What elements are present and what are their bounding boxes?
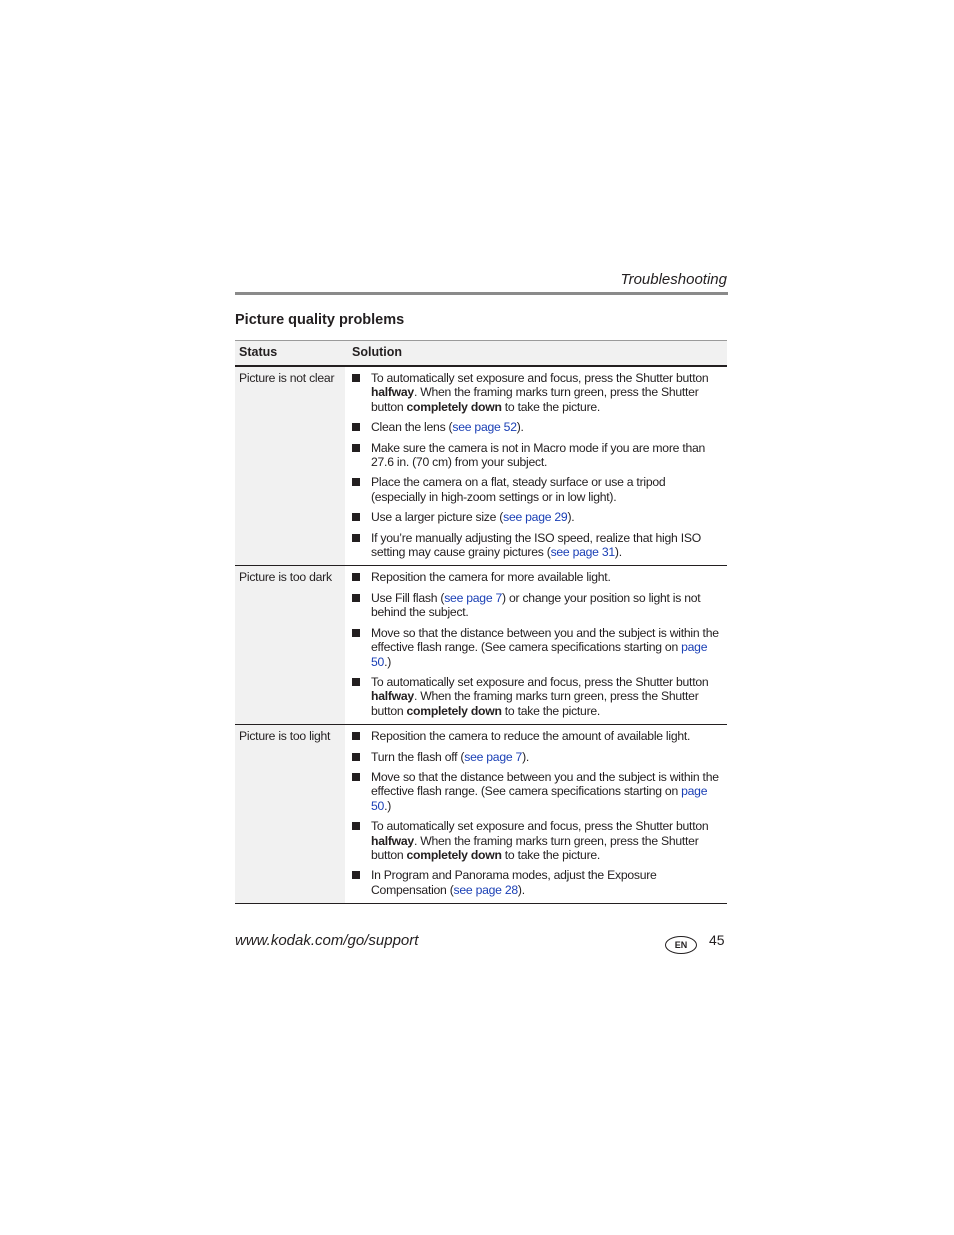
solution-item [349,531,723,560]
language-badge: EN [665,936,697,954]
table-row [235,367,727,566]
solution-text: to take the picture. [501,847,601,862]
square-bullet-icon [352,534,360,542]
solution-text: Use a larger picture size ( [371,510,504,525]
solution-item [349,420,723,434]
solution-cell [349,725,727,903]
solution-text: Move so that the distance between you and the subject is within the effective flash range. (See camera specifications starting on [371,769,719,799]
solution-text: To automatically set exposure and focus, press the Shutter button [371,819,709,834]
solution-text: ). [522,749,530,764]
square-bullet-icon [352,423,360,431]
page-link[interactable]: page 50 [371,640,708,669]
solution-item [349,750,723,764]
emphasis-text: completely down [406,703,502,718]
emphasis-text: halfway [371,689,414,704]
square-bullet-icon [352,629,360,637]
solution-text: to take the picture. [501,399,601,414]
solution-text: ) or change your position so light is not behind the subject. [371,590,701,620]
solution-item [349,371,723,414]
solution-item [349,819,723,862]
square-bullet-icon [352,773,360,781]
square-bullet-icon [352,478,360,486]
square-bullet-icon [352,513,360,521]
page-link[interactable]: see page 52 [452,420,517,435]
solution-cell [349,566,727,724]
emphasis-text: halfway [371,385,414,400]
troubleshooting-table [235,340,727,904]
emphasis-text: halfway [371,833,414,848]
page-link[interactable]: see page 28 [453,882,518,897]
solution-text: Reposition the camera for more available light. [371,570,611,585]
solution-item [349,441,723,470]
header-rule [235,292,728,295]
page-link[interactable]: page 50 [371,784,708,813]
square-bullet-icon [352,444,360,452]
table-row [235,725,727,904]
solution-text: Clean the lens ( [371,420,453,435]
solution-text: .) [384,798,392,813]
solution-item [349,770,723,813]
table-row [235,566,727,725]
solution-item [349,570,723,584]
solution-text: to take the picture. [501,703,601,718]
solution-text: Reposition the camera to reduce the amount of available light. [371,729,691,744]
page-link[interactable]: see page 7 [444,590,503,605]
solution-item [349,510,723,524]
emphasis-text: completely down [406,847,502,862]
solution-text: If you’re manually adjusting the ISO speed, realize that high ISO setting may cause grainy pictures ( [371,530,701,560]
solution-item [349,626,723,669]
square-bullet-icon [352,374,360,382]
header-solution: Solution [352,345,402,359]
square-bullet-icon [352,822,360,830]
solution-text: . When the framing marks turn green, press the Shutter button [371,689,699,718]
solution-text: To automatically set exposure and focus, press the Shutter button [371,674,709,689]
solution-text: Use Fill flash ( [371,590,445,605]
solution-text: ). [567,510,575,525]
solution-text: . When the framing marks turn green, press the Shutter button [371,833,699,862]
square-bullet-icon [352,573,360,581]
solution-cell [349,367,727,565]
page-link[interactable]: see page 29 [503,510,568,525]
table-header [235,340,727,367]
page-link[interactable]: see page 7 [464,749,523,764]
solution-text: To automatically set exposure and focus, press the Shutter button [371,371,709,385]
page-number: 45 [709,932,725,948]
solution-text: ). [516,420,524,435]
solution-text: Move so that the distance between you and the subject is within the effective flash range. (See camera specifications starting on [371,625,719,655]
solution-text: Make sure the camera is not in Macro mode if you are more than 27.6 in. (70 cm) from your subject. [371,440,706,470]
solution-item [349,675,723,718]
chapter-title: Troubleshooting [620,271,727,288]
solution-text: . When the framing marks turn green, press the Shutter button [371,385,699,414]
status-cell: Picture is not clear [235,367,345,565]
solution-text: Place the camera on a flat, steady surface or use a tripod (especially in high-zoom settings or in low light). [371,475,666,504]
square-bullet-icon [352,678,360,686]
solution-text: ). [517,882,525,897]
square-bullet-icon [352,753,360,761]
footer-url: www.kodak.com/go/support [235,932,419,949]
section-title: Picture quality problems [235,312,405,328]
solution-text: .) [384,654,392,669]
solution-item [349,868,723,897]
solution-text: ). [614,545,622,560]
page-link[interactable]: see page 31 [550,545,615,560]
emphasis-text: completely down [406,399,502,414]
square-bullet-icon [352,732,360,740]
table-body [235,367,727,904]
solution-item [349,591,723,620]
solution-item [349,729,723,743]
square-bullet-icon [352,594,360,602]
solution-text: In Program and Panorama modes, adjust the Exposure Compensation ( [371,868,657,897]
header-status: Status [239,345,278,359]
status-cell: Picture is too light [235,725,345,903]
status-cell: Picture is too dark [235,566,345,724]
square-bullet-icon [352,871,360,879]
solution-text: Turn the flash off ( [371,749,465,764]
solution-item [349,475,723,504]
